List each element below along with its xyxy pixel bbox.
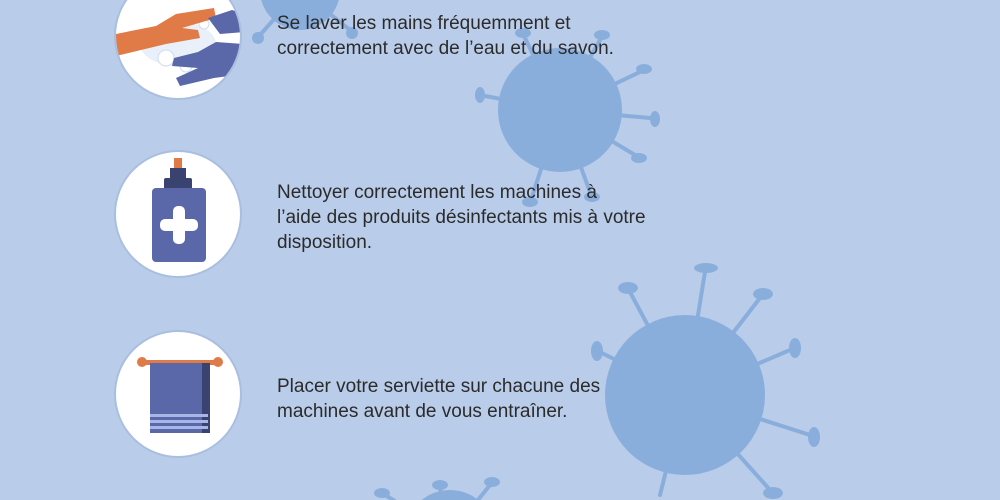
towel-icon (116, 332, 242, 458)
towel-card (114, 330, 242, 458)
virus-icon (374, 477, 500, 500)
tip-line: machines avant de vous entraîner. (277, 401, 568, 422)
tip-text (277, 374, 717, 424)
sanitizer-card (114, 150, 242, 278)
tip-line: disposition. (277, 232, 373, 253)
tip-text (277, 11, 717, 61)
tip-line: Placer votre serviette sur chacune des (277, 376, 601, 397)
tip-text (277, 180, 717, 255)
tip-line: Nettoyer correctement les machines à (277, 182, 597, 203)
tip-line: Se laver les mains fréquemment et (277, 13, 571, 34)
tip-line: l’aide des produits désinfectants mis à votre (277, 207, 646, 228)
sanitizer-bottle-icon (116, 152, 242, 278)
tip-line: correctement avec de l’eau et du savon. (277, 38, 614, 59)
